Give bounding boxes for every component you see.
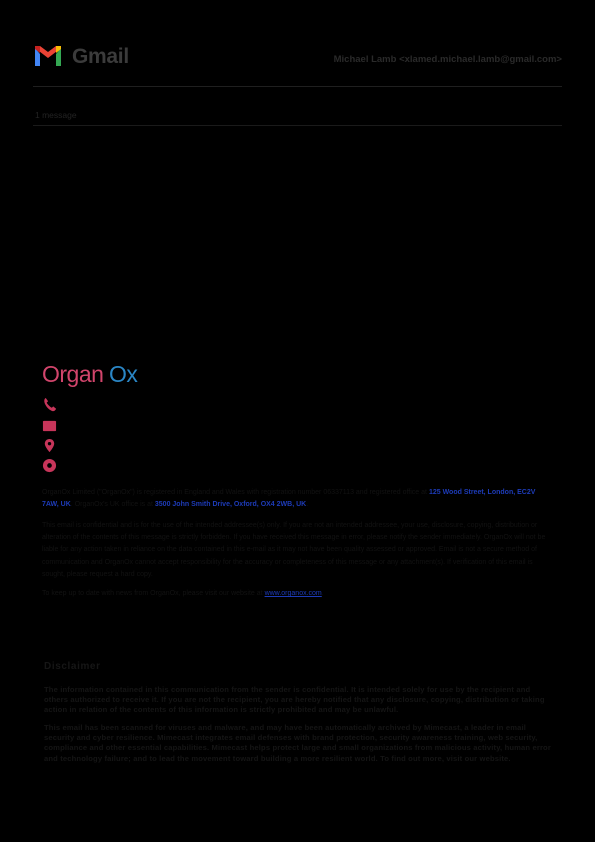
mail-icon[interactable] [42,418,57,433]
svg-text:Organ: Organ [42,361,104,387]
registration-text [42,487,552,511]
disclaimer-paragraph-2: This email has been scanned for viruses and malware, and may have been automatically archived by Mimecast, a leader in email security and cyber resilience. Mimecast integrates email defenses with brand protection, security awareness training, web security, compliance and other essential capabilities. Mimecast helps protect large and small organizations from malicious activity, human error and technology failure; and to lead the movement toward building a more resilient world. To find out more, visit our website. [44,723,551,763]
registered-office-address[interactable]: 125 Wood Street, London, EC2V 7AW, UK [42,489,536,509]
account-header: Michael Lamb <xlamed.michael.lamb@gmail.com> [333,54,562,65]
globe-icon[interactable] [42,458,57,473]
disclaimer-title: Disclaimer [44,661,101,672]
news-suffix: . [321,590,324,597]
disclaimer-paragraph-1: The information contained in this communication from the sender is confidential. It is intended solely for use by the recipient and others authorized to receive it. If you are not the recipient, you are hereby notified that any disclosure, copying, distribution or taking action in relation of the contents of this information is strictly prohibited and may be unlawful. [44,685,545,715]
svg-text:Ox: Ox [109,361,138,387]
phone-icon[interactable] [42,397,57,412]
registration-text-2: . OrganOx's UK office is at [70,501,153,509]
gmail-logo-icon [33,44,63,68]
registration-text-3: . [306,501,309,509]
news-prefix: To keep up to date with news from OrganOx, please visit our website at [42,590,263,597]
news-text [42,588,552,600]
organox-logo [42,360,162,388]
header-divider [33,86,562,87]
confidentiality-notice: This email is confidential and is for the use of the intended addressee(s) only. If you are not an intended addressee, your use, disclosure, copying, distribution or alteration of the contents of this message is strictly forbidden. If you have received this message in error, please notify the sender immediately. OrganOx will not be liable for any action taken in reliance on the data contained in this e-mail as it may not have been quality assessed or approved. Email is not a secure method of communication and OrganOx cannot accept responsibility for the accuracy or completeness of this message or any attachment(s). If verification of this email is sought, please request a hard copy. [42,522,546,578]
uk-office-address[interactable]: 3500 John Smith Drive, Oxford, OX4 2WB, UK [154,501,307,509]
message-count: 1 message [35,110,77,120]
registration-text-1: OrganOx Limited ("OrganOx") is registered in England and Wales with registration number 06337113 and registered office at [42,489,427,496]
thread-divider [33,125,562,126]
website-link[interactable]: www.organox.com [264,590,322,597]
location-icon[interactable] [42,438,57,453]
gmail-wordmark: Gmail [72,45,129,68]
